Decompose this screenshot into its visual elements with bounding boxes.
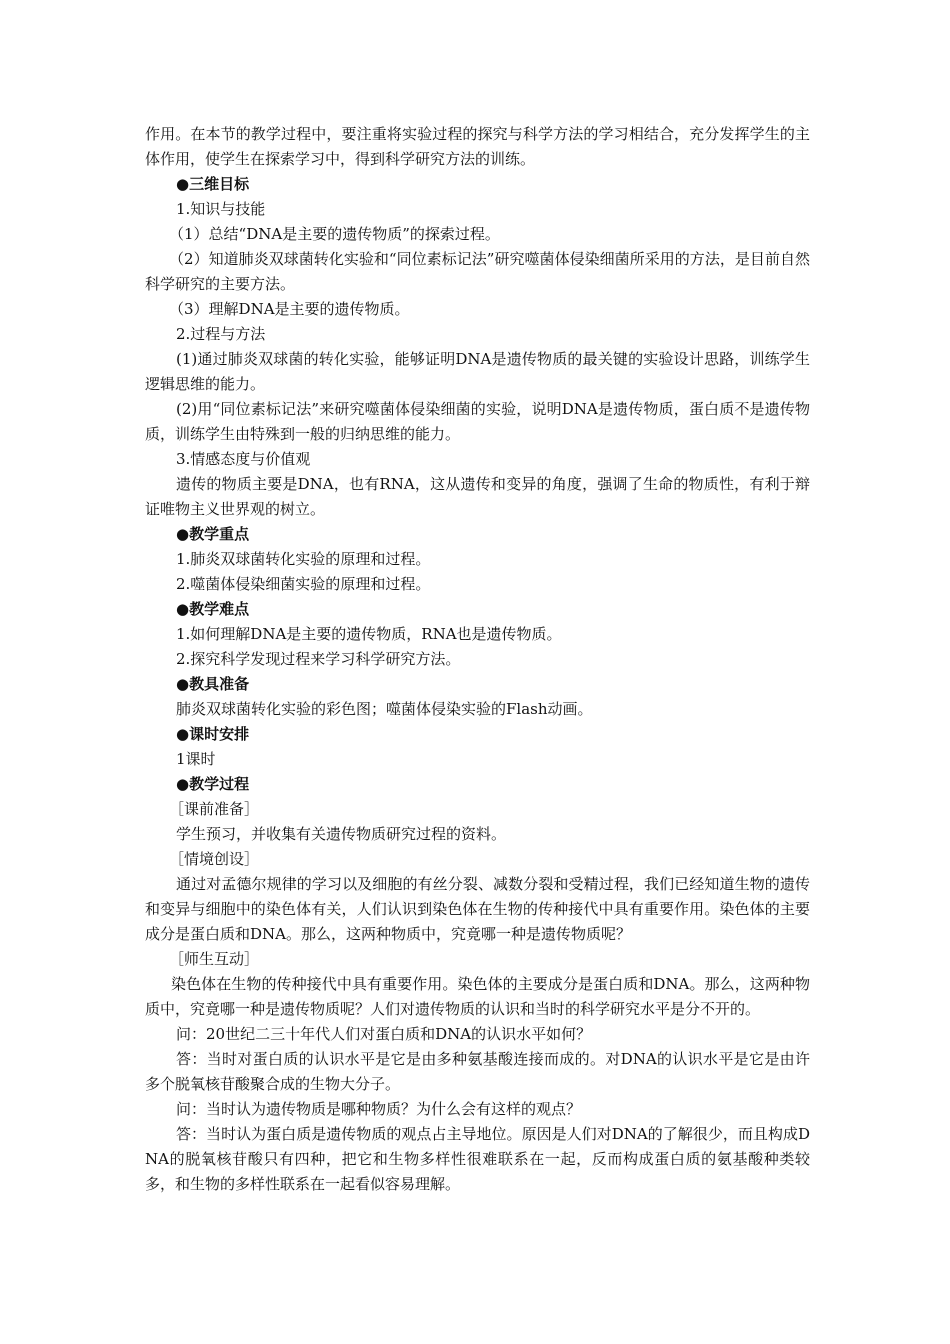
- paragraph: 1.肺炎双球菌转化实验的原理和过程。: [176, 550, 431, 568]
- paragraph: ［课前准备］: [169, 800, 260, 818]
- paragraph: 染色体在生物的传种接代中具有重要作用。染色体的主要成分是蛋白质和DNA。那么，这两种物质中，究竟哪一种是遗传物质呢？人们对遗传物质的认识和当时的科学研究水平是分不开的。: [145, 975, 810, 1018]
- section-heading: ●教学难点: [176, 600, 250, 618]
- paragraph: 学生预习，并收集有关遗传物质研究过程的资料。: [176, 825, 507, 843]
- paragraph: (2)用“同位素标记法”来研究噬菌体侵染细菌的实验，说明DNA是遗传物质，蛋白质不是遗传物质，训练学生由特殊到一般的归纳思维的能力。: [145, 400, 810, 443]
- paragraph: (1)通过肺炎双球菌的转化实验，能够证明DNA是遗传物质的最关键的实验设计思路，训练学生逻辑思维的能力。: [145, 350, 810, 393]
- paragraph: 3.情感态度与价值观: [176, 450, 311, 468]
- section-heading: ●课时安排: [176, 725, 250, 743]
- paragraph: 问：当时认为遗传物质是哪种物质？为什么会有这样的观点？: [176, 1100, 582, 1118]
- paragraph: （2）知道肺炎双球菌转化实验和“同位素标记法”研究噬菌体侵染细菌所采用的方法，是目前自然科学研究的主要方法。: [145, 250, 810, 293]
- paragraph: （1）总结“DNA是主要的遗传物质”的探索过程。: [169, 225, 500, 243]
- section-heading: ●教学重点: [176, 525, 250, 543]
- paragraph: 肺炎双球菌转化实验的彩色图；噬菌体侵染实验的Flash动画。: [176, 700, 593, 718]
- paragraph: 答：当时认为蛋白质是遗传物质的观点占主导地位。原因是人们对DNA的了解很少，而且构成DNA的脱氧核苷酸只有四种，把它和生物多样性很难联系在一起，反而构成蛋白质的氨基酸种类较多，和生物的多样性联系在一起看似容易理解。: [145, 1125, 810, 1193]
- paragraph: 问：20世纪二三十年代人们对蛋白质和DNA的认识水平如何？: [176, 1025, 592, 1043]
- section-heading: ●教学过程: [176, 775, 250, 793]
- paragraph: ［情境创设］: [169, 850, 260, 868]
- paragraph: 通过对孟德尔规律的学习以及细胞的有丝分裂、减数分裂和受精过程，我们已经知道生物的遗传和变异与细胞中的染色体有关，人们认识到染色体在生物的传种接代中具有重要作用。染色体的主要成分是蛋白质和DNA。那么，这两种物质中，究竟哪一种是遗传物质呢？: [145, 875, 810, 943]
- section-heading: ●三维目标: [176, 175, 250, 193]
- paragraph: 作用。在本节的教学过程中，要注重将实验过程的探究与科学方法的学习相结合，充分发挥学生的主体作用，使学生在探索学习中，得到科学研究方法的训练。: [145, 125, 810, 168]
- paragraph: 2.探究科学发现过程来学习科学研究方法。: [176, 650, 461, 668]
- paragraph: 2.噬菌体侵染细菌实验的原理和过程。: [176, 575, 431, 593]
- paragraph: 遗传的物质主要是DNA，也有RNA，这从遗传和变异的角度，强调了生命的物质性，有利于辩证唯物主义世界观的树立。: [145, 475, 810, 518]
- paragraph: （3）理解DNA是主要的遗传物质。: [169, 300, 410, 318]
- paragraph: 1.如何理解DNA是主要的遗传物质，RNA也是遗传物质。: [176, 625, 562, 643]
- document-body: [145, 122, 810, 1197]
- paragraph: 1课时: [176, 750, 216, 768]
- section-heading: ●教具准备: [176, 675, 250, 693]
- paragraph: ［师生互动］: [169, 950, 260, 968]
- paragraph: 2.过程与方法: [176, 325, 266, 343]
- paragraph: 1.知识与技能: [176, 200, 266, 218]
- paragraph: 答：当时对蛋白质的认识水平是它是由多种氨基酸连接而成的。对DNA的认识水平是它是由许多个脱氧核苷酸聚合成的生物大分子。: [145, 1050, 810, 1093]
